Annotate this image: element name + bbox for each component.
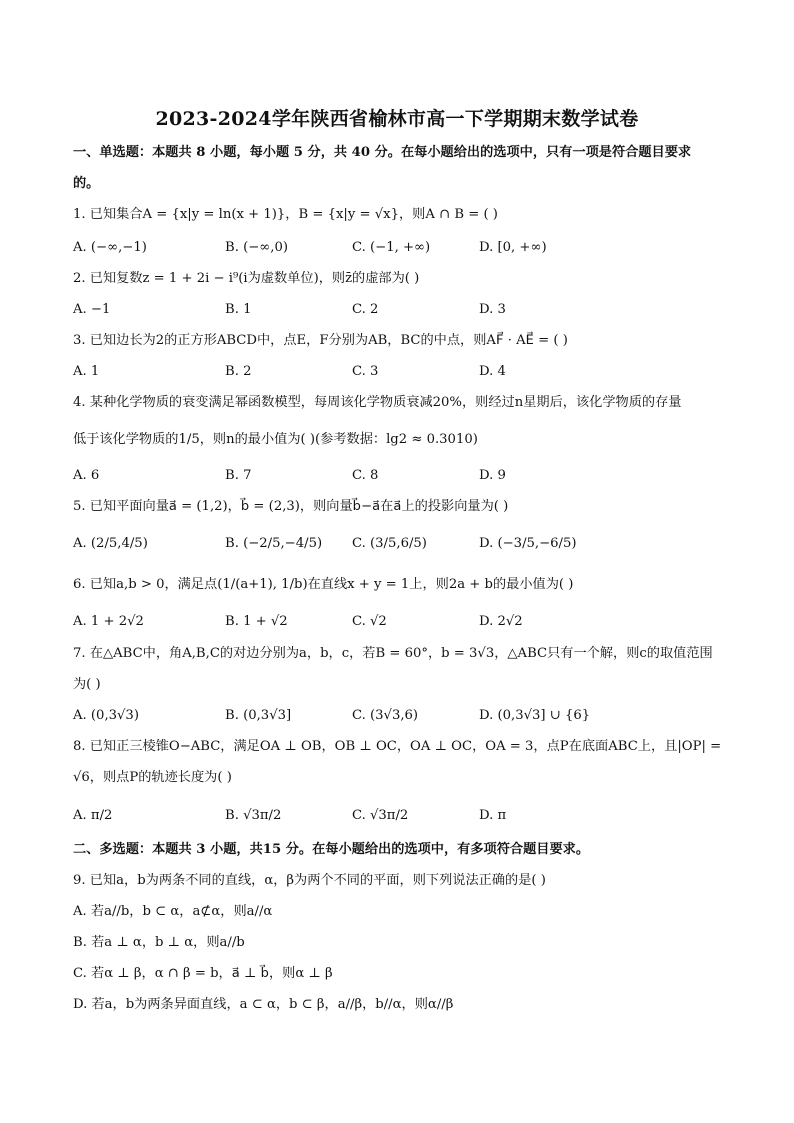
q1-option-c: C. (−1, +∞) xyxy=(352,240,431,255)
section1-heading: 一、单选题：本题共 8 小题，每小题 5 分，共 40 分。在每小题给出的选项中，只有一项是符合题目要求 xyxy=(73,145,692,160)
q9-option-a: A. 若a//b，b ⊂ α，a⊄α，则a//α xyxy=(73,904,273,919)
q3-option-a: A. 1 xyxy=(73,364,100,379)
page-title: 2023-2024学年陕西省榆林市高一下学期期末数学试卷 xyxy=(155,108,639,130)
q8-option-a: A. π/2 xyxy=(73,808,113,823)
section1-heading-cont: 的。 xyxy=(73,176,100,191)
question-7-stem: 7. 在△ABC中，角A,B,C的对边分别为a，b，c，若B = 60°，b = 3√3，△ABC只有一个解，则c的取值范围 xyxy=(73,646,713,661)
q4-option-b: B. 7 xyxy=(225,468,252,483)
question-9-stem: 9. 已知a，b为两条不同的直线，α，β为两个不同的平面，则下列说法正确的是( ) xyxy=(73,873,546,888)
q8-option-b: B. √3π/2 xyxy=(225,808,282,823)
q9-option-c: C. 若α ⊥ β，α ∩ β = b，a⃗ ⊥ b⃗，则α ⊥ β xyxy=(73,966,333,981)
q6-option-d: D. 2√2 xyxy=(479,614,523,629)
q4-option-d: D. 9 xyxy=(479,468,506,483)
q8-option-c: C. √3π/2 xyxy=(352,808,409,823)
q9-option-d: D. 若a，b为两条异面直线，a ⊂ α，b ⊂ β，a//β，b//α，则α//β xyxy=(73,997,454,1012)
q7-option-b: B. (0,3√3] xyxy=(225,708,292,723)
q3-option-c: C. 3 xyxy=(352,364,379,379)
question-3-stem: 3. 已知边长为2的正方形ABCD中，点E，F分别为AB，BC的中点，则AF⃗ · AE⃗ = ( ) xyxy=(73,333,568,348)
question-5-stem: 5. 已知平面向量a⃗ = (1,2)，b⃗ = (2,3)，则向量b⃗−a⃗在a⃗上的投影向量为( ) xyxy=(73,499,509,514)
q7-option-d: D. (0,3√3] ∪ {6} xyxy=(479,708,591,723)
q1-option-a: A. (−∞,−1) xyxy=(73,240,147,255)
q7-option-c: C. (3√3,6) xyxy=(352,708,419,723)
q3-option-d: D. 4 xyxy=(479,364,506,379)
q8-option-d: D. π xyxy=(479,808,507,823)
q2-option-c: C. 2 xyxy=(352,302,379,317)
q5-option-a: A. (2/5,4/5) xyxy=(73,536,148,551)
section2-heading: 二、多选题：本题共 3 小题，共15 分。在每小题给出的选项中，有多项符合题目要求。 xyxy=(73,842,590,857)
q2-option-d: D. 3 xyxy=(479,302,506,317)
q6-option-a: A. 1 + 2√2 xyxy=(73,614,144,629)
question-1-stem: 1. 已知集合A = {x|y = ln(x + 1)}，B = {x|y = √x}，则A ∩ B = ( ) xyxy=(73,207,498,222)
q2-option-a: A. −1 xyxy=(73,302,111,317)
q4-option-a: A. 6 xyxy=(73,468,100,483)
q6-option-b: B. 1 + √2 xyxy=(225,614,288,629)
question-2-stem: 2. 已知复数z = 1 + 2i − i⁹(i为虚数单位)，则z̄的虚部为( ) xyxy=(73,271,420,286)
question-6-stem: 6. 已知a,b > 0，满足点(1/(a+1), 1/b)在直线x + y = 1上，则2a + b的最小值为( ) xyxy=(73,577,574,592)
q6-option-c: C. √2 xyxy=(352,614,387,629)
q5-option-c: C. (3/5,6/5) xyxy=(352,536,427,551)
question-8-stem: 8. 已知正三棱锥O−ABC，满足OA ⊥ OB，OB ⊥ OC，OA ⊥ OC，OA = 3，点P在底面ABC上，且|OP| = xyxy=(73,739,722,754)
q7-option-a: A. (0,3√3) xyxy=(73,708,139,723)
q1-option-d: D. [0, +∞) xyxy=(479,240,547,255)
question-4-stem: 4. 某种化学物质的衰变满足幂函数模型，每周该化学物质衰减20%，则经过n星期后，该化学物质的存量 xyxy=(73,395,682,410)
q9-option-b: B. 若a ⊥ α，b ⊥ α，则a//b xyxy=(73,935,245,950)
question-4-stem-cont: 低于该化学物质的1/5，则n的最小值为( )(参考数据：lg2 ≈ 0.3010) xyxy=(73,432,478,447)
question-7-stem-cont: 为( ) xyxy=(73,677,101,692)
q3-option-b: B. 2 xyxy=(225,364,252,379)
question-8-stem-cont: √6，则点P的轨迹长度为( ) xyxy=(73,770,232,785)
q4-option-c: C. 8 xyxy=(352,468,379,483)
q5-option-b: B. (−2/5,−4/5) xyxy=(225,536,323,551)
q2-option-b: B. 1 xyxy=(225,302,252,317)
q5-option-d: D. (−3/5,−6/5) xyxy=(479,536,577,551)
q1-option-b: B. (−∞,0) xyxy=(225,240,288,255)
